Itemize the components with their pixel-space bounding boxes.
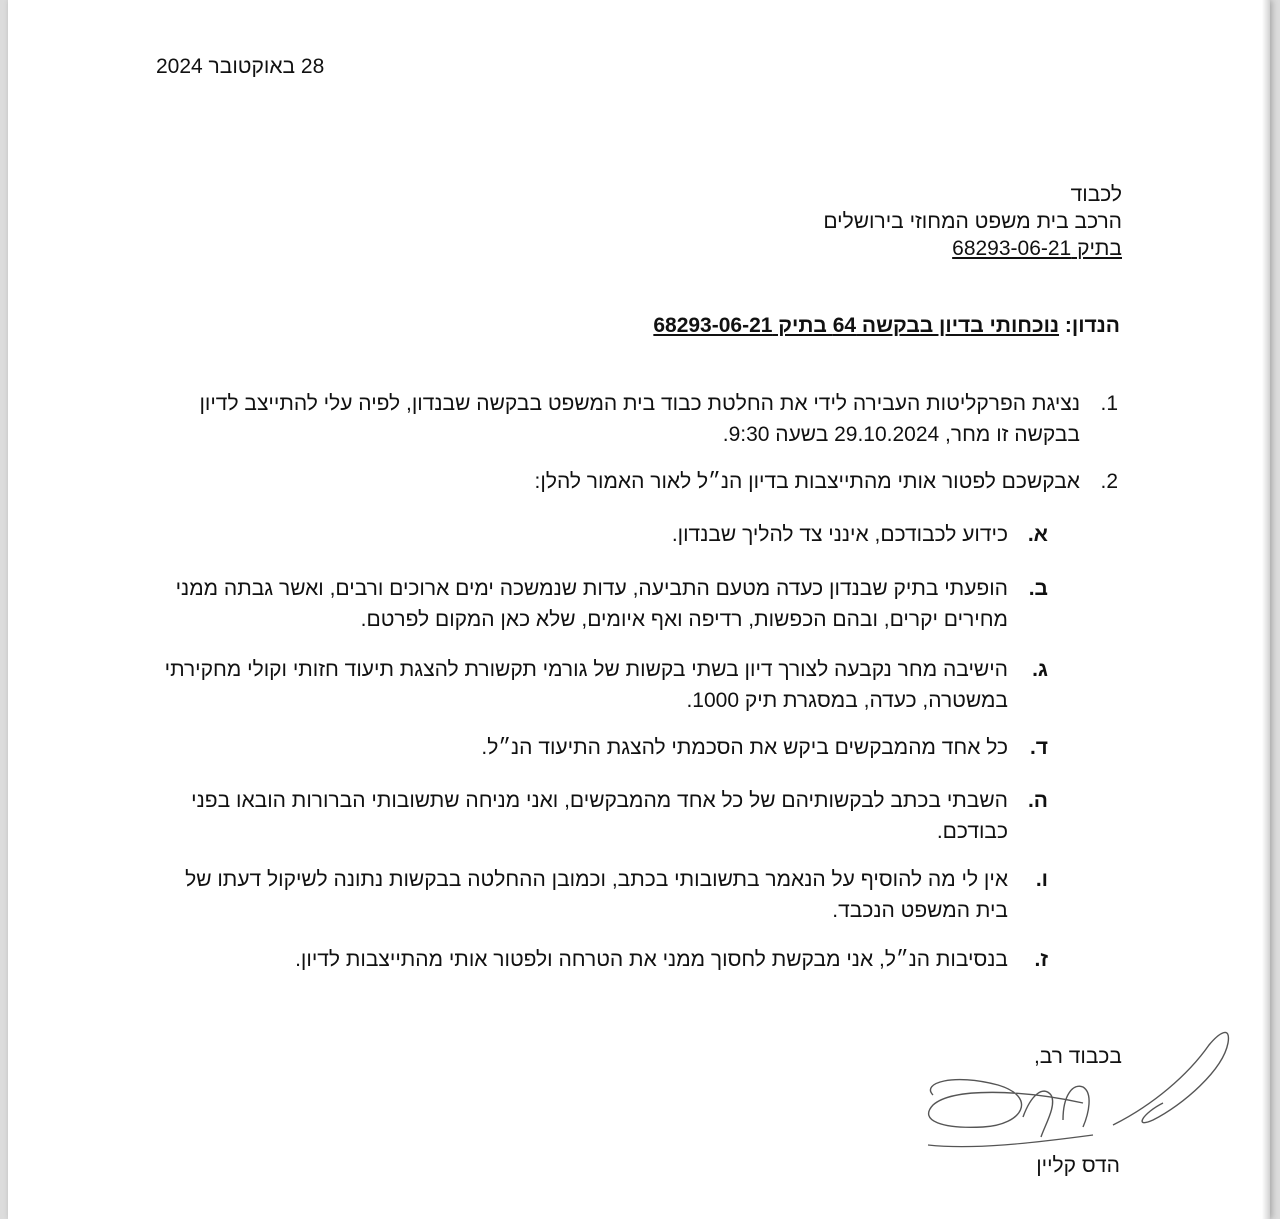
subitem-text-a: כידוע לכבודכם, אינני צד להליך שבנדון. (671, 523, 1008, 546)
subitem-letter-z: ז. (1034, 948, 1048, 971)
subject-text: נוכחותי בדיון בבקשה 64 בתיק 68293-06-21 (653, 314, 1060, 337)
recipient-line-2: הרכב בית משפט המחוזי בירושלים (823, 210, 1122, 233)
subitem-text-h: השבתי בכתב לבקשותיהם של כל אחד מהמבקשים, ואני מניחה שתשובותי הברורות הובאו בפני כבודכם. (191, 789, 1008, 843)
subitem-text-b: הופעתי בתיק שבנדון כעדה מטעם התביעה, עדות שנמשכה ימים ארוכים ורבים, ואשר גבתה ממני מחירים יקרים, ובהם הכפשות, רדיפה ואף איומים, שלא כאן המקום לפרטם. (175, 577, 1008, 631)
subject-line (653, 312, 1120, 340)
item-text-2: אבקשכם לפטור אותי מהתייצבות בדיון הנ״ל לאור האמור להלן: (534, 470, 1080, 493)
recipient-line-3: בתיק 68293-06-21 (952, 237, 1122, 260)
subitem-text-g: הישיבה מחר נקבעה לצורך דיון בשתי בקשות של גורמי תקשורת להצגת תיעוד חזותי וקולי מחקירתי במשטרה, כעדה, במסגרת תיק 1000. (164, 658, 1008, 712)
subitem-text-z: בנסיבות הנ״ל, אני מבקשת לחסוך ממני את הטרחה ולפטור אותי מהתייצבות לדיון. (295, 948, 1008, 971)
signer-name: הדס קליין (1036, 1154, 1120, 1177)
subitem-letter-v: ו. (1035, 868, 1048, 891)
item-text-1: נציגת הפרקליטות העבירה לידי את החלטת כבוד בית המשפט בבקשה שבנדון, לפיה עלי להתייצב לדיון בבקשה זו מחר, 29.10.2024 בשעה 9:30. (199, 392, 1080, 446)
subitem-letter-h: ה. (1027, 789, 1048, 812)
subitem-text-d: כל אחד מהמבקשים ביקש את הסכמתי להצגת התיעוד הנ״ל. (481, 736, 1008, 759)
subitem-text-v: אין לי מה להוסיף על הנאמר בתשובותי בכתב, וכמובן ההחלטה בבקשות נתונה לשיקול דעתו של בית המשפט הנכבד. (185, 868, 1008, 922)
recipient-line-1: לכבוד (1070, 183, 1122, 206)
subitem-letter-a: א. (1027, 523, 1048, 546)
item-number-1: 1. (1100, 392, 1118, 415)
subitem-letter-b: ב. (1028, 577, 1048, 600)
document-page (8, 0, 1270, 1219)
item-number-2: 2. (1100, 470, 1118, 493)
subitem-letter-g: ג. (1032, 658, 1048, 681)
subitem-letter-d: ד. (1029, 736, 1048, 759)
closing-text: בכבוד רב, (1033, 1045, 1122, 1068)
letter-date: 28 באוקטובר 2024 (156, 55, 325, 78)
subject-label: הנדון: (1064, 314, 1120, 337)
